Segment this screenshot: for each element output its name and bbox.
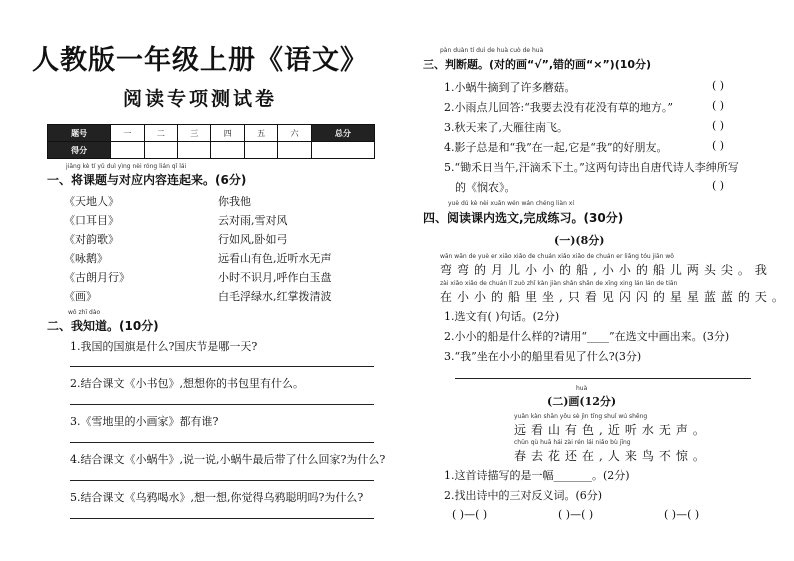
answer-line: [70, 442, 374, 443]
part-2-heading-pinyin: huà: [576, 385, 588, 392]
section-2-heading: 二、我知道。(10分): [47, 319, 159, 333]
match-right-item: 行如风,卧如弓: [218, 233, 288, 246]
judge-item: 3.秋天来了,大雁往南飞。: [444, 121, 568, 134]
part-2-heading: (二)画(12分): [547, 395, 617, 408]
antonym-pair: ( )—( ): [558, 508, 594, 521]
question: 1.选文有( )句话。(2分): [444, 310, 560, 323]
answer-line: [455, 378, 751, 379]
match-left-item: 《天地人》: [64, 195, 119, 208]
judge-paren: ( ): [712, 139, 725, 152]
passage-pinyin: wān wān de yuè er xiǎo xiǎo de chuán xiǎo xiǎo de chuán er liǎng tóu jiān wǒ: [440, 253, 674, 260]
judge-paren: ( ): [712, 99, 725, 112]
paper-title: 人教版一年级上册《语文》: [32, 45, 368, 76]
match-right-item: 你我他: [218, 195, 251, 208]
score-cell: 总分: [311, 125, 374, 142]
judge-item: 1.小蜗牛摘到了许多蘑菇。: [444, 81, 576, 94]
judge-item: 2.小雨点儿回答:“我要去没有花没有草的地方。”: [444, 101, 673, 114]
score-cell: 二: [144, 125, 177, 142]
score-blank: [144, 142, 177, 159]
score-blank: [211, 142, 244, 159]
answer-line: [70, 366, 374, 367]
judge-item: 5.“锄禾日当午,汗滴禾下土。”这两句诗出自唐代诗人李绅所写: [444, 161, 739, 174]
antonym-pair: ( )—( ): [664, 508, 700, 521]
paper-subtitle: 阅读专项测试卷: [122, 88, 277, 110]
score-table: [47, 124, 375, 159]
match-left-item: 《对韵歌》: [64, 233, 119, 246]
match-left-item: 《古朗月行》: [64, 271, 130, 284]
score-blank: [178, 142, 211, 159]
answer-line: [70, 518, 374, 519]
question: 3.“我”坐在小小的船里看见了什么?(3分): [444, 350, 642, 363]
judge-paren: ( ): [712, 119, 725, 132]
match-right-item: 云对雨,雪对风: [218, 214, 288, 227]
poem-line: 春去花还在,人来鸟不惊。: [514, 449, 710, 463]
part-1-heading: (一)(8分): [554, 234, 605, 247]
score-blank: [311, 142, 374, 159]
judge-paren: ( ): [712, 79, 725, 92]
poem-pinyin: yuǎn kàn shān yǒu sè jìn tīng shuǐ wú shēng: [514, 413, 648, 420]
score-blank: [111, 142, 144, 159]
score-cell: 四: [211, 125, 244, 142]
question: 2.找出诗中的三对反义词。(6分): [444, 489, 603, 502]
answer-line: [70, 480, 374, 481]
score-cell: 五: [244, 125, 277, 142]
match-left-item: 《画》: [64, 290, 97, 303]
judge-paren: ( ): [712, 179, 725, 192]
passage-line: 弯弯的月儿小小的船,小小的船儿两头尖。我: [440, 263, 772, 277]
passage-pinyin: zài xiǎo xiǎo de chuán lǐ zuò zhǐ kàn jiàn shǎn shǎn de xīng xing lán lán de tiān: [440, 280, 678, 287]
section-1-pinyin: jiāng kè tí yǔ duì yìng nèi róng lián qǐ lái: [66, 163, 187, 170]
score-blank: [278, 142, 311, 159]
answer-line: [70, 404, 374, 405]
match-left-item: 《咏鹅》: [64, 252, 108, 265]
judge-item: 4.影子总是和“我”在一起,它是“我”的好朋友。: [444, 141, 668, 154]
question: 2.小小的船是什么样的?请用“____”在选文中画出来。(3分): [444, 330, 730, 343]
match-left-item: 《口耳目》: [64, 214, 119, 227]
score-cell: 一: [111, 125, 144, 142]
score-cell: 六: [278, 125, 311, 142]
score-table-score-row: [48, 142, 375, 159]
question: 4.结合课文《小蜗牛》,说一说,小蜗牛最后带了什么回家?为什么?: [70, 453, 386, 466]
score-cell: 题号: [48, 125, 111, 142]
question: 1.我国的国旗是什么?国庆节是哪一天?: [70, 340, 258, 353]
section-2-pinyin: wǒ zhī dào: [68, 309, 101, 316]
question: 3.《雪地里的小画家》都有谁?: [70, 415, 219, 428]
section-4-heading: 四、阅读课内选文,完成练习。(30分): [423, 211, 624, 225]
match-right-item: 白毛浮绿水,红掌拨清波: [218, 290, 332, 303]
question: 2.结合课文《小书包》,想想你的书包里有什么。: [70, 377, 304, 390]
match-right-item: 小时不识月,呼作白玉盘: [218, 271, 332, 284]
section-3-pinyin: pàn duàn tí duì de huà cuò de huà: [440, 47, 544, 54]
question: 1.这首诗描写的是一幅_______。(2分): [444, 469, 630, 482]
section-4-pinyin: yuè dú kè nèi xuǎn wén wán chéng liàn xí: [448, 200, 574, 207]
score-table-header-row: [48, 125, 375, 142]
passage-line: 在小小的船里坐,只看见闪闪的星星蓝蓝的天。: [440, 290, 789, 304]
judge-item: 的《悯农》。: [455, 181, 516, 194]
question: 5.结合课文《乌鸦喝水》,想一想,你觉得乌鸦聪明吗?为什么?: [70, 491, 364, 504]
score-cell: 得分: [48, 142, 111, 159]
poem-pinyin: chūn qù huā hái zài rén lái niǎo bù jīng: [514, 439, 631, 446]
section-3-heading: 三、判断题。(对的画“√”,错的画“×”)(10分): [423, 58, 652, 71]
score-cell: 三: [178, 125, 211, 142]
match-right-item: 远看山有色,近听水无声: [218, 252, 332, 265]
section-1-heading: 一、将课题与对应内容连起来。(6分): [47, 173, 247, 187]
poem-line: 远看山有色,近听水无声。: [514, 423, 710, 437]
antonym-pair: ( )—( ): [452, 508, 488, 521]
score-blank: [244, 142, 277, 159]
